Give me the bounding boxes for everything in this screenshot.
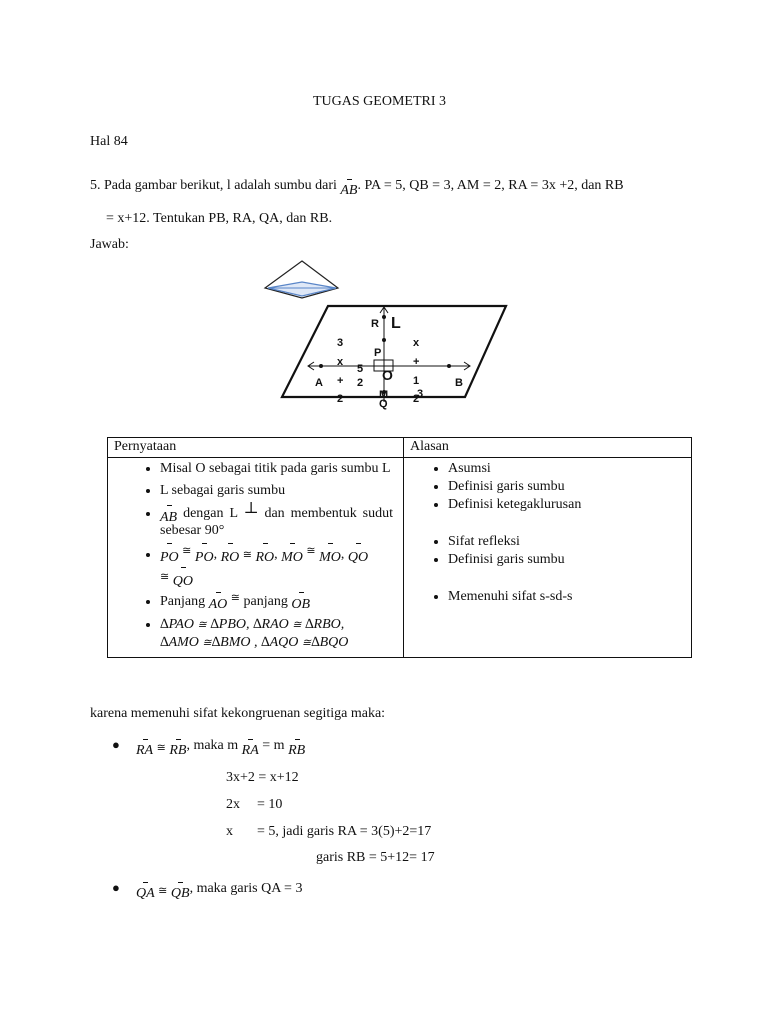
diamond-icon	[262, 258, 342, 302]
bullet-dot: ●	[112, 737, 120, 752]
equation-2-left: 2x	[226, 797, 240, 812]
problem-line-1	[90, 178, 624, 198]
problem-line-2: = x+12. Tentukan PB, RA, QA, dan RB.	[106, 211, 333, 226]
two-label: 2	[357, 377, 364, 389]
statements-cell	[108, 458, 404, 658]
conclusion-bullet-2: QA ≅ QB, maka garis QA = 3	[136, 881, 303, 901]
left-expr-0: 3	[337, 337, 344, 349]
equation-4: garis RB = 5+12= 17	[316, 850, 435, 865]
label-m: M	[379, 389, 389, 401]
geometry-figure	[278, 298, 518, 418]
conclusion-bullet-1: RA ≅ RB, maka m RA = m RB	[136, 738, 306, 758]
reason-6: • Memenuhi sifat s-sd-s	[448, 588, 681, 605]
label-l: L	[391, 315, 401, 332]
right-expr-3: 2	[413, 393, 420, 405]
header-alasan: Alasan	[404, 438, 692, 458]
right-expr-0: x	[413, 337, 420, 349]
reason-3: • Definisi ketegaklurusan	[448, 496, 681, 513]
problem-prefix: 5. Pada gambar berikut, l adalah sumbu dari	[90, 178, 337, 193]
left-expr-2: +	[337, 375, 344, 387]
equation-2-right: = 10	[257, 797, 283, 812]
left-expr-1: x	[337, 356, 344, 368]
statement-5: • Panjang AO ≅ panjang OB	[160, 593, 393, 611]
equation-1: 3x+2 = x+12	[226, 770, 299, 785]
equation-3-left: x	[226, 824, 233, 839]
statement-6: • ∆PAO ≅ ∆PBO, ∆RAO ≅ ∆RBO, ∆AMO ≅∆BMO , ∆AQO ≅∆BQO	[160, 616, 393, 652]
label-p: P	[374, 347, 382, 359]
equation-3-right: = 5, jadi garis RA = 3(5)+2=17	[257, 824, 432, 839]
reason-4: • Sifat refleksi	[448, 533, 681, 550]
right-expr-2: 1	[413, 375, 420, 387]
proof-table	[107, 437, 692, 658]
three-label: 3	[417, 388, 424, 400]
page-title: TUGAS GEOMETRI 3	[313, 94, 446, 109]
label-a: A	[315, 377, 323, 389]
label-b: B	[455, 377, 463, 389]
reason-5: • Definisi garis sumbu	[448, 551, 681, 568]
label-o: O	[382, 367, 393, 383]
reasons-cell	[404, 458, 692, 658]
jawab-label: Jawab:	[90, 237, 129, 252]
statement-1: • Misal O sebagai titik pada garis sumbu L	[160, 460, 393, 477]
page-reference: Hal 84	[90, 134, 128, 149]
reason-2: • Definisi garis sumbu	[448, 478, 681, 495]
problem-rest: . PA = 5, QB = 3, AM = 2, RA = 3x +2, dan RB	[357, 178, 624, 193]
five-label: 5	[357, 363, 364, 375]
segment-ab: AB	[340, 183, 358, 198]
header-pernyataan: Pernyataan	[108, 438, 404, 458]
conclusion-intro: karena memenuhi sifat kekongruenan segitiga maka:	[90, 706, 386, 721]
right-expr-1: +	[413, 356, 420, 368]
statement-2: • L sebagai garis sumbu	[160, 482, 393, 499]
statement-3: • AB dengan L ⊥ dan membentuk sudut sebesar 90°	[160, 504, 393, 539]
statement-4: • PO ≅ PO, RO ≅ RO, MO ≅ MO, QO ≅ QO	[160, 544, 393, 588]
label-q: Q	[379, 398, 388, 410]
bullet-dot: ●	[112, 880, 120, 895]
label-r: R	[371, 318, 379, 330]
left-expr-3: 2	[337, 393, 344, 405]
reason-1: • Asumsi	[448, 460, 681, 477]
